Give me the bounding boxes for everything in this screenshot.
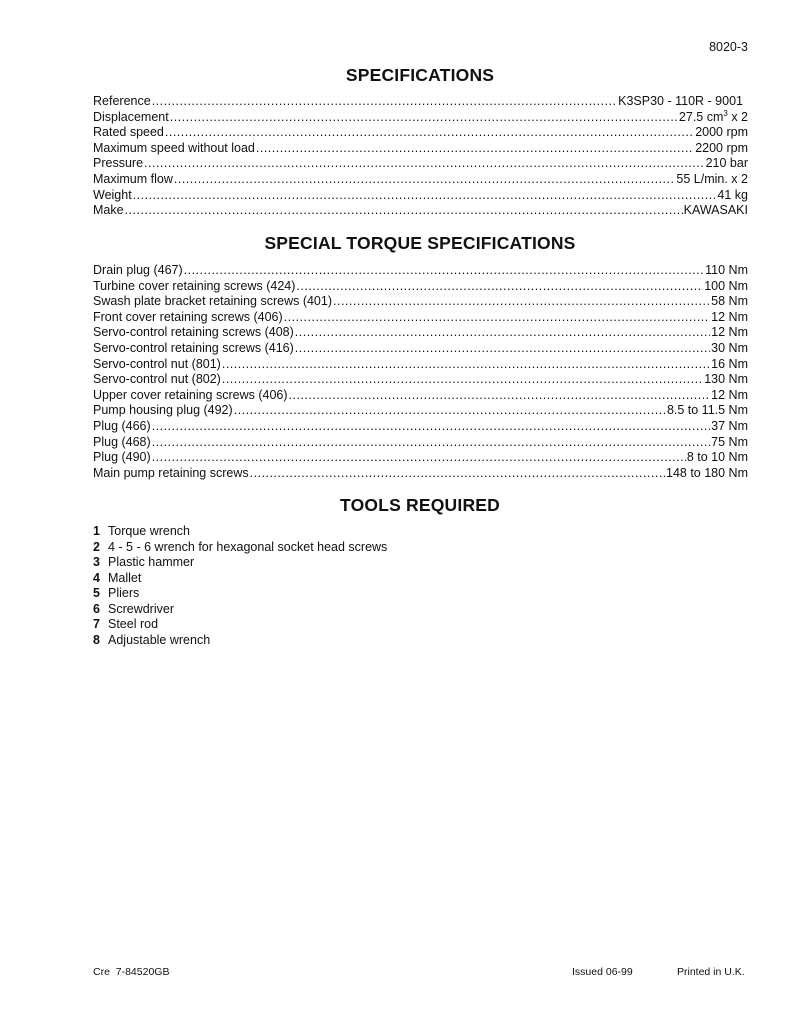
torque-label: Upper cover retaining screws (406)	[93, 387, 288, 402]
dot-leader	[295, 341, 710, 357]
torque-label: Plug (466)	[93, 418, 151, 433]
torque-row	[93, 263, 748, 279]
torque-row	[93, 419, 748, 435]
spec-value: 2000 rpm	[695, 125, 748, 140]
tool-number: 1	[93, 524, 100, 538]
dot-leader	[170, 110, 678, 126]
spec-value-exponent: 3	[723, 109, 728, 118]
dot-leader	[152, 435, 710, 451]
page-number: 8020-3	[709, 40, 748, 54]
tool-item	[93, 617, 387, 633]
torque-row	[93, 388, 748, 404]
spec-row-reference	[93, 94, 748, 110]
torque-title: SPECIAL TORQUE SPECIFICATIONS	[264, 233, 576, 253]
spec-label: Maximum flow	[93, 171, 173, 186]
torque-value: 100 Nm	[704, 278, 748, 293]
torque-value: 16 Nm	[711, 356, 748, 371]
tool-item	[93, 602, 387, 618]
torque-label: Servo-control nut (801)	[93, 356, 221, 371]
torque-row	[93, 294, 748, 310]
dot-leader	[165, 125, 694, 141]
torque-label: Pump housing plug (492)	[93, 403, 233, 418]
torque-value: 8.5 to 11.5 Nm	[666, 403, 748, 418]
spec-label: Displacement	[93, 109, 169, 124]
torque-row	[93, 403, 748, 419]
spec-value: 41 kg	[717, 187, 748, 202]
spec-label: Make	[93, 203, 124, 218]
torque-row	[93, 435, 748, 451]
torque-label: Plug (468)	[93, 434, 151, 449]
torque-label: Swash plate bracket retaining screws (401)	[93, 294, 333, 309]
torque-value: 130 Nm	[704, 372, 748, 387]
dot-leader	[152, 94, 617, 110]
spec-label: Pressure	[93, 156, 144, 171]
tool-number: 3	[93, 555, 100, 569]
torque-value: 8 to 10 Nm	[686, 450, 748, 465]
tool-item	[93, 555, 387, 571]
torque-list	[93, 263, 748, 481]
dot-leader	[152, 450, 686, 466]
tool-item	[93, 633, 387, 649]
dot-leader	[256, 141, 694, 157]
dot-leader	[296, 279, 703, 295]
tool-label: Screwdriver	[108, 601, 174, 616]
tool-number: 5	[93, 586, 100, 600]
specifications-title: SPECIFICATIONS	[345, 65, 495, 85]
spec-row-displacement	[93, 110, 748, 126]
torque-value: 148 to 180 Nm	[666, 465, 748, 480]
tool-label: 4 - 5 - 6 wrench for hexagonal socket head screws	[108, 539, 388, 554]
dot-leader	[333, 294, 710, 310]
dot-leader	[222, 372, 703, 388]
tool-label: Torque wrench	[108, 524, 190, 538]
torque-row	[93, 279, 748, 295]
spec-value: 55 L/min. x 2	[676, 171, 748, 186]
spec-row-max-flow	[93, 172, 748, 188]
dot-leader	[144, 156, 705, 172]
spec-row-make	[93, 203, 748, 219]
tool-item	[93, 540, 387, 556]
torque-value: 12 Nm	[711, 325, 748, 340]
torque-row	[93, 372, 748, 388]
tool-label: Mallet	[108, 570, 142, 585]
torque-label: Front cover retaining screws (406)	[93, 309, 283, 324]
dot-leader	[133, 188, 717, 204]
torque-value: 30 Nm	[711, 340, 748, 355]
torque-row	[93, 341, 748, 357]
torque-label: Drain plug (467)	[93, 263, 183, 277]
tool-item	[93, 586, 387, 602]
footer-doc-code: Cre 7-84520GB	[93, 966, 170, 978]
dot-leader	[295, 325, 710, 341]
tool-number: 2	[93, 539, 100, 554]
torque-label: Main pump retaining screws	[93, 465, 249, 480]
torque-row	[93, 325, 748, 341]
torque-row	[93, 450, 748, 466]
spec-row-max-speed	[93, 141, 748, 157]
spec-label: Maximum speed without load	[93, 140, 255, 155]
spec-value: K3SP30 - 110R - 9001	[618, 94, 743, 108]
dot-leader	[284, 310, 711, 326]
dot-leader	[234, 403, 666, 419]
spec-value: 210 bar	[705, 156, 748, 171]
tool-number: 7	[93, 617, 100, 631]
torque-label: Plug (490)	[93, 450, 151, 465]
dot-leader	[289, 388, 711, 404]
tool-number: 4	[93, 570, 100, 585]
spec-value	[679, 110, 748, 126]
torque-value: 110 Nm	[705, 263, 748, 277]
torque-label: Servo-control retaining screws (416)	[93, 340, 294, 355]
tool-item	[93, 524, 387, 540]
torque-value: 12 Nm	[711, 309, 748, 324]
specifications-list	[93, 94, 748, 219]
dot-leader	[184, 263, 705, 279]
tools-title: TOOLS REQUIRED	[340, 495, 500, 515]
footer-printed: Printed in U.K.	[677, 966, 745, 978]
tool-item	[93, 571, 387, 587]
footer-issued: Issued 06-99	[572, 966, 633, 978]
spec-value-multiplier: x 2	[727, 109, 748, 124]
dot-leader	[125, 203, 683, 219]
dot-leader	[250, 466, 665, 482]
spec-row-weight	[93, 188, 748, 204]
spec-value: 2200 rpm	[695, 140, 748, 155]
torque-row	[93, 310, 748, 326]
spec-row-pressure	[93, 156, 748, 172]
tool-label: Plastic hammer	[108, 555, 195, 569]
spec-row-rated-speed	[93, 125, 748, 141]
spec-label: Rated speed	[93, 125, 164, 140]
torque-label: Turbine cover retaining screws (424)	[93, 278, 296, 293]
torque-row	[93, 466, 748, 482]
torque-label: Servo-control retaining screws (408)	[93, 325, 294, 340]
spec-label: Weight	[93, 187, 132, 202]
torque-label: Servo-control nut (802)	[93, 372, 221, 387]
tool-label: Adjustable wrench	[108, 632, 211, 647]
torque-value: 58 Nm	[711, 294, 748, 309]
tool-number: 6	[93, 601, 100, 616]
dot-leader	[222, 357, 710, 373]
tools-list	[93, 524, 387, 648]
spec-value-number: 27.5 cm	[678, 109, 724, 124]
tool-label: Steel rod	[108, 617, 159, 631]
torque-value: 75 Nm	[711, 434, 748, 449]
dot-leader	[152, 419, 710, 435]
tool-label: Pliers	[108, 586, 140, 600]
spec-value: KAWASAKI	[683, 203, 748, 218]
torque-row	[93, 357, 748, 373]
dot-leader	[174, 172, 676, 188]
spec-label: Reference	[93, 94, 151, 108]
tool-number: 8	[93, 632, 100, 647]
torque-value: 37 Nm	[711, 418, 748, 433]
torque-value: 12 Nm	[711, 387, 748, 402]
